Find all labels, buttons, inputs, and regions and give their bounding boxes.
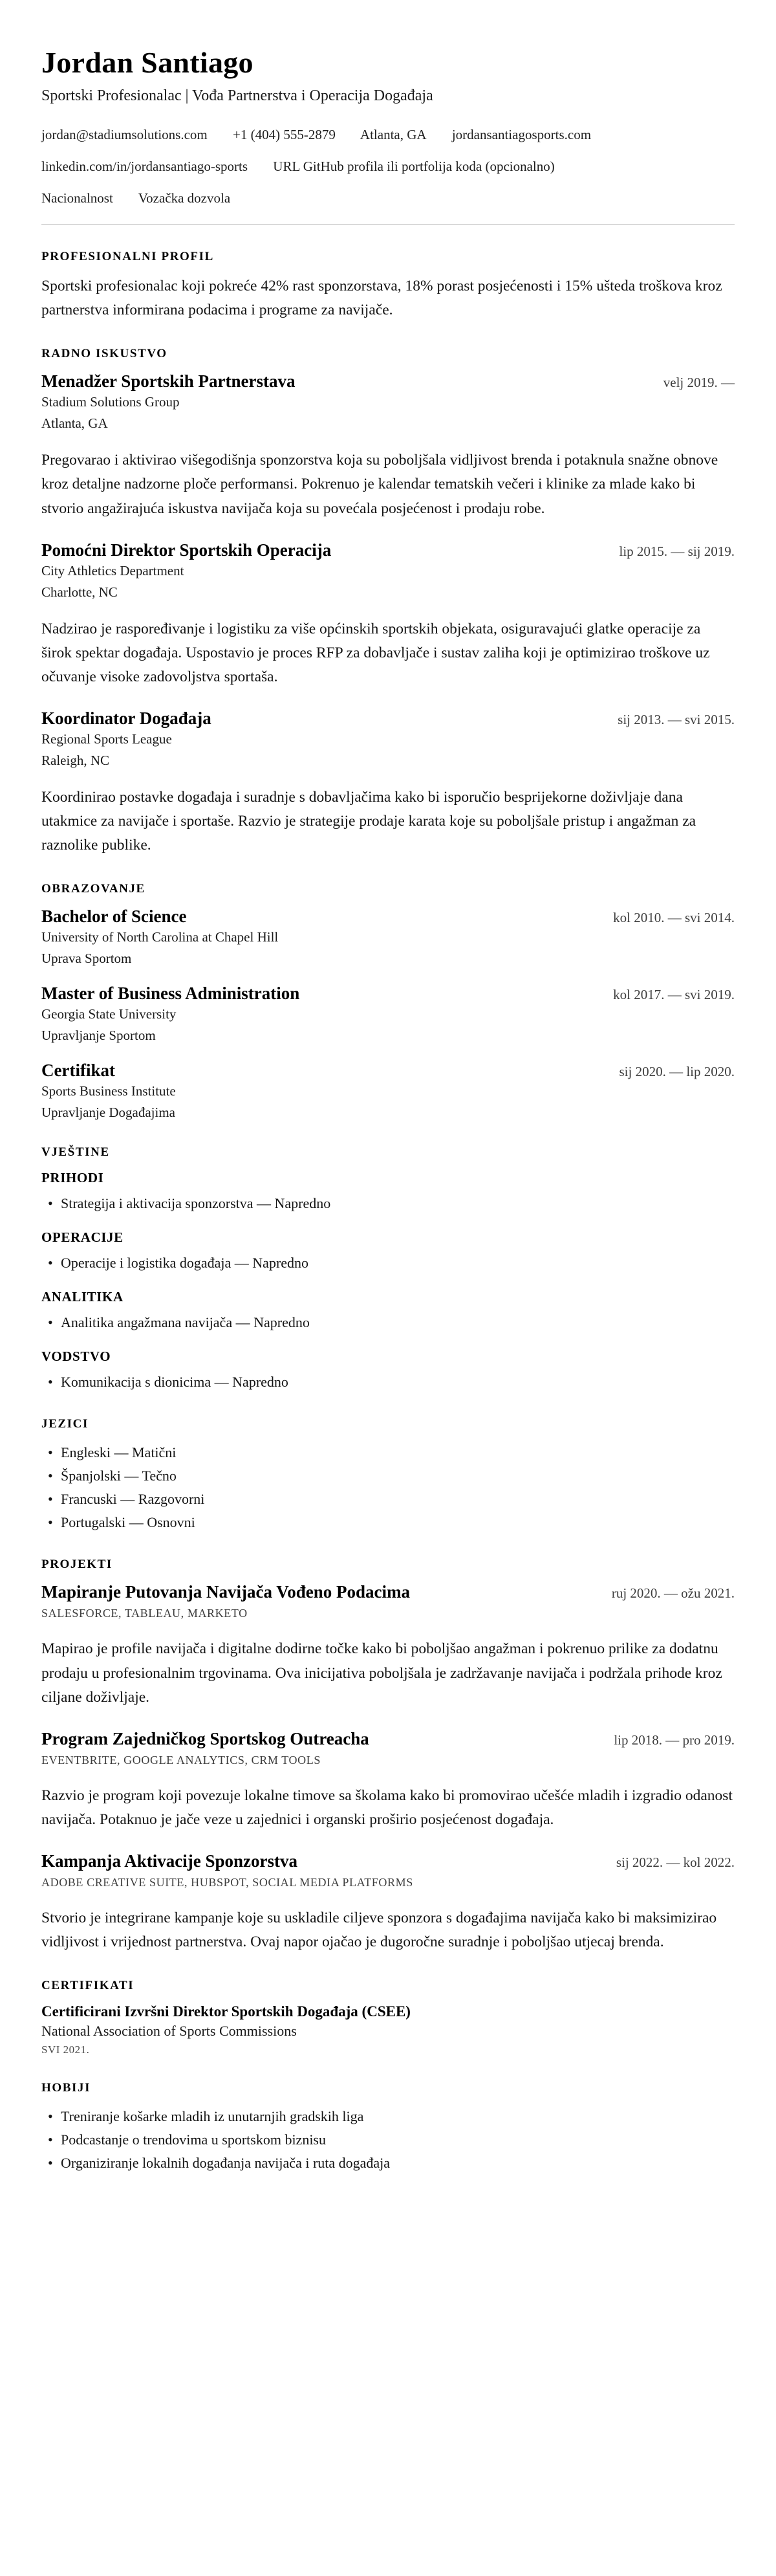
contact-github-placeholder: URL GitHub profila ili portfolija koda (opcionalno) [273, 159, 555, 174]
skill-group [41, 1349, 735, 1393]
section-heading-certifications: CERTIFIKATI [41, 1979, 135, 1993]
experience-entry [41, 540, 735, 689]
project-entry-head [41, 1851, 735, 1871]
section-skills [41, 1145, 735, 1393]
project-tools: ADOBE CREATIVE SUITE, HUBSPOT, SOCIAL MEDIA PLATFORMS [41, 1876, 413, 1889]
section-heading-education: OBRAZOVANJE [41, 882, 146, 896]
job-company: City Athletics Department [41, 562, 184, 578]
job-description: Nadzirao je raspoređivanje i logistiku za više općinskih sportskih objekata, osiguravajući glatke operacije za širok spektar događaja. Uspostavio je proces RFP za dobavljače i sustav zaliha koji je optimizirao troškove uz očuvanje visoke zadovoljstva sportaša. [41, 620, 710, 685]
skill-group [41, 1289, 735, 1333]
certification-title: Certificirani Izvršni Direktor Sportskih Događaja (CSEE) [41, 2003, 411, 2020]
section-certifications [41, 1979, 735, 2056]
contact-nationality: Nacionalnost [41, 190, 113, 206]
job-title: Menadžer Sportskih Partnerstava [41, 371, 296, 391]
contact-row-2 [41, 159, 735, 175]
language-item: • Francuski — Razgovorni [41, 1488, 735, 1510]
project-entry [41, 1582, 735, 1709]
degree-title: Bachelor of Science [41, 907, 187, 927]
section-education [41, 882, 735, 1121]
job-title: Koordinator Događaja [41, 709, 211, 728]
skill-category: OPERACIJE [41, 1229, 124, 1246]
skill-group [41, 1229, 735, 1273]
project-title: Kampanja Aktivacije Sponzorstva [41, 1851, 298, 1871]
candidate-name: Jordan Santiago [41, 46, 253, 79]
section-heading-projects: PROJEKTI [41, 1558, 113, 1572]
contact-row-3 [41, 190, 735, 206]
degree-dates: kol 2017. — svi 2019. [613, 987, 735, 1003]
contact-location: Atlanta, GA [360, 127, 427, 142]
project-entry [41, 1729, 735, 1832]
job-location: Raleigh, NC [41, 753, 109, 768]
section-experience [41, 347, 735, 857]
degree-dates: kol 2010. — svi 2014. [613, 910, 735, 926]
job-description: Pregovarao i aktivirao višegodišnja sponzorstva koja su poboljšala vidljivost brenda i potaknula snažne obnove kroz detaljne nadzorne ploče performansi. Pokrenuo je kalendar tematskih večeri i klinike za mlade kako bi stvorio angažirajuća iskustva navijača koja su povećala posjećenost i prodaju robe. [41, 452, 718, 517]
project-entry-head [41, 1582, 735, 1602]
experience-entry-head [41, 709, 735, 729]
project-tools: EVENTBRITE, GOOGLE ANALYTICS, CRM TOOLS [41, 1753, 321, 1767]
project-tools: SALESFORCE, TABLEAU, MARKETO [41, 1607, 248, 1620]
job-dates: lip 2015. — sij 2019. [619, 543, 735, 559]
project-description: Stvorio je integrirane kampanje koje su uskladile ciljeve sponzora s događajima navijača kako bi maksimizirao vidljivost i vrijednost partnerstva. Ovaj napor ojačao je dugoročne suradnje i poboljšao utjecaj brenda. [41, 1910, 717, 1951]
candidate-tagline: Sportski Profesionalac | Vođa Partnerstva i Operacija Događaja [41, 87, 433, 104]
project-dates: sij 2022. — kol 2022. [616, 1855, 735, 1870]
certification-org: National Association of Sports Commissions [41, 2023, 297, 2040]
language-item: • Španjolski — Tečno [41, 1465, 735, 1486]
job-company: Stadium Solutions Group [41, 394, 180, 410]
hobby-item: • Organiziranje lokalnih događanja navijača i ruta događaja [41, 2152, 735, 2174]
project-entry-head [41, 1729, 735, 1749]
certification-entry [41, 2003, 735, 2056]
section-heading-languages: JEZICI [41, 1417, 89, 1431]
degree-school: University of North Carolina at Chapel Hill [41, 929, 279, 945]
degree-dates: sij 2020. — lip 2020. [619, 1064, 735, 1080]
project-title: Mapiranje Putovanja Navijača Vođeno Podacima [41, 1582, 410, 1602]
degree-school: Sports Business Institute [41, 1083, 176, 1099]
education-entry-head [41, 1061, 735, 1081]
skill-item: • Strategija i aktivacija sponzorstva — Napredno [41, 1193, 735, 1214]
contact-row-1 [41, 127, 735, 143]
language-item: • Portugalski — Osnovni [41, 1512, 735, 1533]
contact-phone: +1 (404) 555-2879 [233, 127, 336, 142]
experience-entry-head [41, 371, 735, 391]
section-hobbies [41, 2081, 735, 2174]
degree-field: Upravljanje Sportom [41, 1028, 156, 1044]
project-title: Program Zajedničkog Sportskog Outreacha [41, 1728, 369, 1748]
section-profile [41, 250, 735, 322]
skill-category: VODSTVO [41, 1349, 111, 1365]
hobby-item: • Treniranje košarke mladih iz unutarnjih gradskih liga [41, 2106, 735, 2127]
certification-date: SVI 2021. [41, 2043, 90, 2056]
skill-group [41, 1170, 735, 1214]
skill-item: • Analitika angažmana navijača — Napredno [41, 1312, 735, 1333]
section-heading-skills: VJEŠTINE [41, 1145, 110, 1160]
skill-category: PRIHODI [41, 1170, 104, 1186]
education-entry-head [41, 984, 735, 1004]
project-dates: lip 2018. — pro 2019. [614, 1732, 735, 1748]
degree-title: Master of Business Administration [41, 984, 300, 1004]
job-description: Koordinirao postavke događaja i suradnje s dobavljačima kako bi isporučio besprijekorne doživljaje dana utakmice za navijače i sportaše. Razvio je strategije prodaje karata koje su poboljšale pristup i angažman za raznolike publike. [41, 789, 696, 854]
skill-item: • Komunikacija s dionicima — Napredno [41, 1371, 735, 1393]
section-projects [41, 1558, 735, 1954]
section-heading-profile: PROFESIONALNI PROFIL [41, 250, 214, 263]
contact-linkedin: linkedin.com/in/jordansantiago-sports [41, 159, 248, 174]
language-item: • Engleski — Matični [41, 1442, 735, 1463]
hobby-item: • Podcastanje o trendovima u sportskom biznisu [41, 2129, 735, 2150]
degree-school: Georgia State University [41, 1006, 177, 1022]
experience-entry [41, 709, 735, 857]
degree-field: Upravljanje Događajima [41, 1105, 176, 1121]
experience-entry-head [41, 540, 735, 560]
section-heading-hobbies: HOBIJI [41, 2081, 91, 2095]
job-dates: sij 2013. — svi 2015. [618, 712, 735, 727]
project-dates: ruj 2020. — ožu 2021. [611, 1585, 735, 1602]
project-description: Mapirao je profile navijača i digitalne dodirne točke kako bi poboljšao angažman i pokrenuo prilike za dodatnu prodaju u profesionalnim trgovinama. Ova inicijativa poboljšala je zadržavanje navijača i podržala prihode kroz ciljane doživljaje. [41, 1640, 722, 1706]
section-languages [41, 1417, 735, 1533]
skill-category: ANALITIKA [41, 1289, 124, 1305]
contact-website: jordansantiagosports.com [451, 127, 592, 142]
degree-title: Certifikat [41, 1061, 115, 1081]
job-company: Regional Sports League [41, 731, 172, 747]
project-entry [41, 1851, 735, 1954]
section-heading-experience: RADNO ISKUSTVO [41, 347, 167, 361]
profile-summary: Sportski profesionalac koji pokreće 42% rast sponzorstava, 18% porast posjećenosti i 15% ušteda troškova kroz partnerstva informirana podacima i programe za navijače. [41, 278, 722, 319]
contact-drivers-license: Vozačka dozvola [138, 190, 231, 206]
education-entry [41, 984, 735, 1044]
resume-header [41, 45, 735, 206]
degree-field: Uprava Sportom [41, 951, 132, 967]
job-title: Pomoćni Direktor Sportskih Operacija [41, 540, 332, 560]
education-entry [41, 907, 735, 967]
contact-email: jordan@stadiumsolutions.com [41, 127, 208, 142]
project-description: Razvio je program koji povezuje lokalne timove sa školama kako bi promovirao učešće mladih i izgradio odanost navijača. Potaknuo je jače veze u zajednici i organski proširio posjećenost događaja. [41, 1787, 733, 1828]
skill-item: • Operacije i logistika događaja — Napredno [41, 1252, 735, 1273]
job-location: Atlanta, GA [41, 415, 108, 432]
education-entry [41, 1061, 735, 1121]
education-entry-head [41, 907, 735, 927]
job-location: Charlotte, NC [41, 584, 118, 600]
job-dates: velj 2019. — [663, 375, 735, 391]
experience-entry [41, 371, 735, 520]
